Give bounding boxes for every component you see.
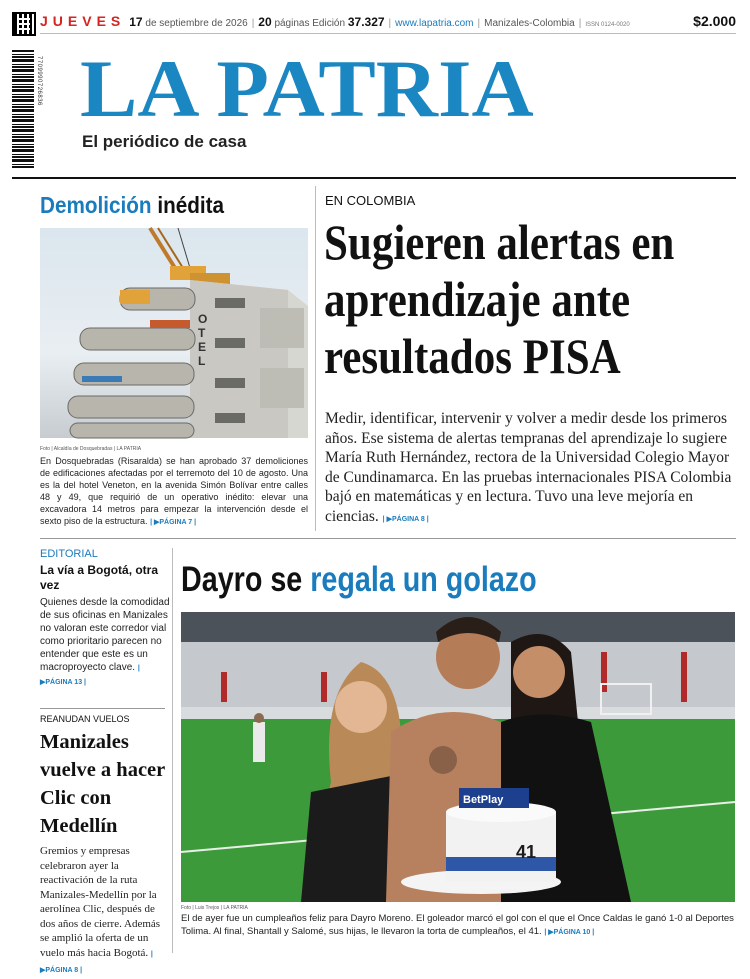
demolicion-photo[interactable] bbox=[40, 228, 308, 438]
main-kicker: EN COLOMBIA bbox=[325, 193, 416, 208]
masthead bbox=[80, 44, 580, 134]
masthead-title: LA PATRIA bbox=[80, 43, 534, 134]
left-column-divider bbox=[40, 708, 165, 709]
barcode bbox=[12, 50, 34, 168]
cake-brand: BetPlay bbox=[463, 794, 504, 806]
top-divider bbox=[40, 33, 736, 34]
vuelos-kicker: REANUDAN VUELOS bbox=[40, 714, 130, 724]
day-name: JUEVES bbox=[40, 13, 126, 29]
issn-label: ISSN 0124-0020 bbox=[585, 22, 630, 28]
date-bar: JUEVES 17 de septiembre de 2026 | 20 páginas Edición 37.327 | www.lapatria.com | Manizales-Colombia | ISSN 0124-0020 bbox=[40, 13, 630, 29]
dayro-body: El de ayer fue un cumpleaños feliz para Dayro Moreno. El goleador marcó el gol con el que el Once Caldas le ganó 1-0 al Deportes Tolima. Al final, Shantall y Salomé, sus hijas, le llevaron la torta de cumpleaños, el 41. bbox=[181, 913, 734, 937]
editorial-page-ref[interactable]: | ▶PÁGINA 13 | bbox=[40, 665, 140, 686]
demolicion-title-b: inédita bbox=[157, 192, 225, 218]
vuelos-body: Gremios y empresas celebraron ayer la reactivación de la ruta Manizales-Medellín por la aerolínea Clic, después de dos años de cierre. Además se amplió la oferta de un vuelo más hacia Bogotá. bbox=[40, 845, 161, 959]
masthead-divider bbox=[12, 177, 736, 179]
demolicion-title[interactable] bbox=[40, 192, 224, 219]
main-headline[interactable]: Sugieren alertas en aprendizaje ante resultados PISA bbox=[324, 214, 675, 384]
demolicion-page-ref[interactable]: | ▶PÁGINA 7 | bbox=[150, 519, 197, 526]
demolicion-title-a: Demolición bbox=[40, 192, 152, 218]
qr-code bbox=[12, 12, 36, 36]
city-label: Manizales-Colombia bbox=[484, 18, 575, 29]
date-number: 17 bbox=[129, 15, 143, 29]
demolicion-body: En Dosquebradas (Risaralda) se han aprobado 37 demoliciones de edificaciones afectadas por el terremoto del 10 de agosto. Una es la del hotel Veneton, en la avenida Simón Bolívar entre calles 48 y 49, que requirió de un operativo inédito: elevar una excavadora 14 metros para empezar la intervención desde el sexto piso de la estructura. bbox=[40, 456, 308, 526]
column-divider-2 bbox=[172, 548, 173, 953]
celebration-illustration bbox=[181, 612, 735, 902]
pages-number: 20 bbox=[258, 15, 272, 29]
main-page-ref[interactable]: | ▶PÁGINA 8 | bbox=[382, 515, 429, 523]
barcode-number: 7709990726836 bbox=[36, 56, 42, 106]
pages-label: páginas bbox=[274, 18, 310, 29]
edition-number: 37.327 bbox=[347, 15, 385, 29]
dayro-page-ref[interactable]: | ▶PÁGINA 10 | bbox=[544, 929, 595, 936]
editorial-text bbox=[40, 596, 170, 689]
editorial-title[interactable]: La vía a Bogotá, otra vez bbox=[40, 563, 159, 592]
demolicion-text bbox=[40, 455, 308, 529]
dayro-photo[interactable] bbox=[181, 612, 735, 902]
date-text: de septiembre de 2026 bbox=[145, 18, 248, 29]
editorial-body: Quienes desde la comodidad de sus oficinas en Manizales no valoran este corredor vial como prioritario parecen no entender que este es un macroproyecto clave. bbox=[40, 597, 170, 673]
dayro-text bbox=[181, 912, 736, 939]
website-link[interactable]: www.lapatria.com bbox=[395, 18, 474, 29]
masthead-tagline: El periódico de casa bbox=[82, 132, 247, 151]
price-label: $2.000 bbox=[693, 13, 736, 29]
demolicion-photo-caption: Foto | Alcaldía de Dosquebradas | LA PATRIA bbox=[40, 446, 142, 452]
cake-number: 41 bbox=[516, 842, 537, 862]
dayro-title-b: regala un golazo bbox=[310, 560, 537, 599]
vuelos-page-ref[interactable]: | ▶PÁGINA 8 | bbox=[40, 950, 153, 974]
editorial-kicker: EDITORIAL bbox=[40, 548, 98, 560]
column-divider bbox=[315, 186, 316, 531]
dayro-title[interactable] bbox=[181, 560, 537, 600]
main-body-text: Medir, identificar, intervenir y volver a medir desde los primeros años. Ese sistema de alertas tempranas del aprendizaje lo sugiere María Ruth Hernández, rectora de la Universidad Colegio Mayor de Cundinamarca. En las pruebas internacionales PISA Colombia bajó en matemáticas y en lectura. Tuvo una leve mejoría en ciencias. bbox=[325, 410, 732, 525]
dayro-photo-caption: Foto | Luis Trejos | LA PATRIA bbox=[181, 905, 248, 911]
dayro-title-a: Dayro se bbox=[181, 560, 303, 599]
hotel-sign: O T E L bbox=[198, 312, 208, 368]
section-divider bbox=[40, 538, 736, 539]
main-body bbox=[325, 409, 737, 529]
vuelos-text bbox=[40, 844, 170, 979]
vuelos-title[interactable]: Manizales vuelve a hacer Clic con Medellín bbox=[40, 731, 165, 837]
edition-label: Edición bbox=[312, 18, 346, 29]
building-illustration bbox=[40, 228, 308, 438]
